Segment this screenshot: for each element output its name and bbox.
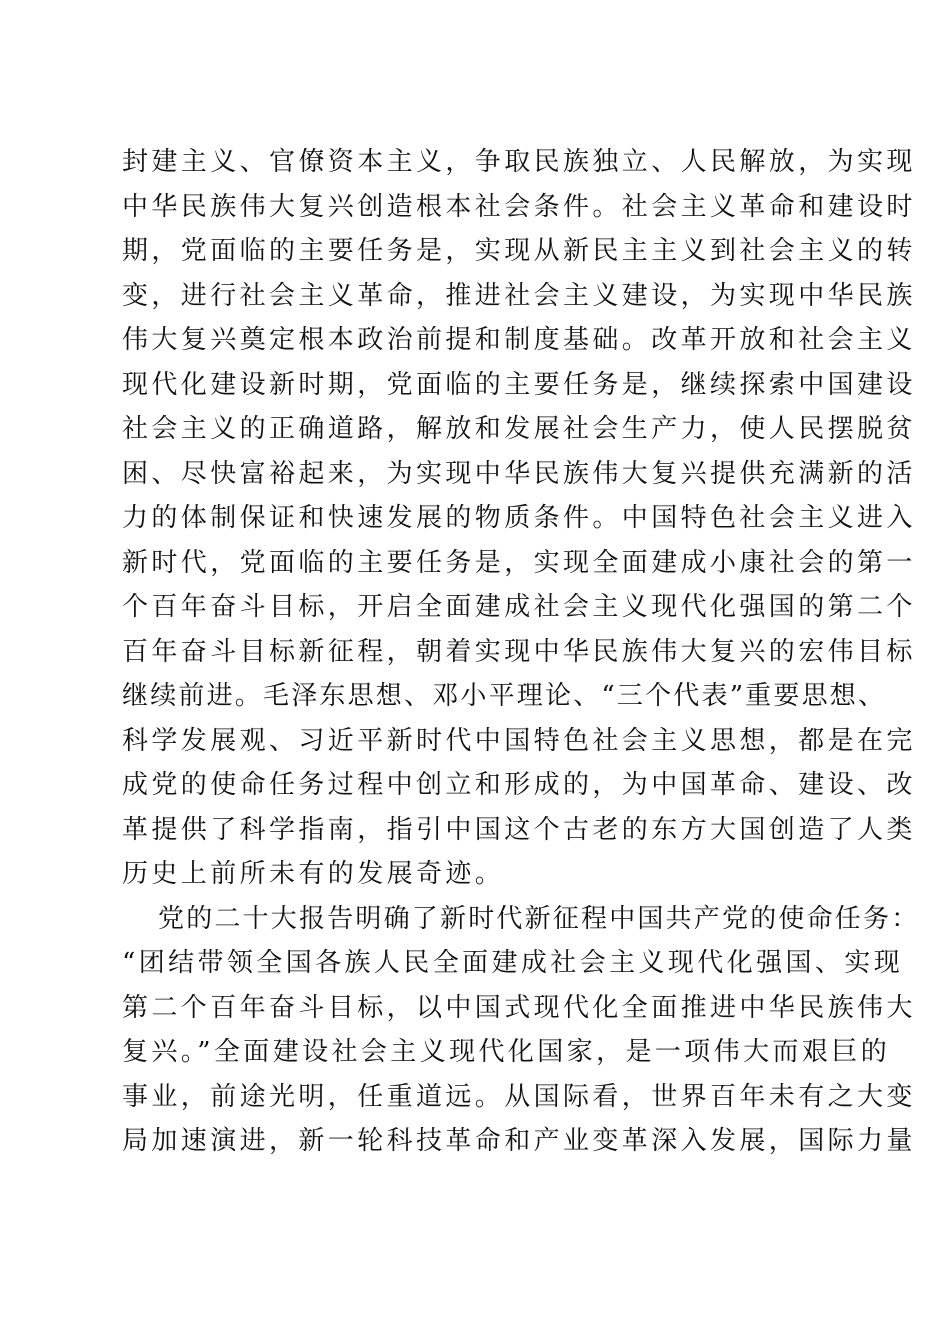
text-line: “团结带领全国各族人民全面建成社会主义现代化强国、实现 [122, 948, 904, 978]
text-line: 伟大复兴奠定根本政治前提和制度基础。改革开放和社会主义 [122, 325, 916, 355]
text-line: 力的体制保证和快速发展的物质条件。中国特色社会主义进入 [122, 503, 916, 533]
text-line: 百年奋斗目标新征程，朝着实现中华民族伟大复兴的宏伟目标 [122, 636, 916, 667]
text-line: 第二个百年奋斗目标，以中国式现代化全面推进中华民族伟大 [122, 992, 916, 1023]
text-line: 成党的使命任务过程中创立和形成的，为中国革命、建设、改 [122, 770, 916, 800]
text-line: 复兴。”全面建设社会主义现代化国家，是一项伟大而艰巨的 [122, 1037, 891, 1067]
text-line: 事业，前途光明，任重道远。从国际看，世界百年未有之大变 [122, 1081, 916, 1112]
text-line: 中华民族伟大复兴创造根本社会条件。社会主义革命和建设时 [122, 191, 916, 222]
text-line: 困、尽快富裕起来，为实现中华民族伟大复兴提供充满新的活 [122, 458, 916, 489]
text-line: 历史上前所未有的发展奇迹。 [122, 859, 505, 889]
text-line: 封建主义、官僚资本主义，争取民族独立、人民解放，为实现 [122, 147, 916, 177]
text-line: 科学发展观、习近平新时代中国特色社会主义思想，都是在完 [122, 725, 916, 756]
text-line: 期，党面临的主要任务是，实现从新民主主义到社会主义的转 [122, 236, 916, 266]
text-line: 局加速演进，新一轮科技革命和产业变革深入发展，国际力量 [122, 1126, 916, 1156]
text-line: 变，进行社会主义革命，推进社会主义建设，为实现中华民族 [122, 280, 916, 311]
body-text [122, 140, 920, 1164]
text-line: 现代化建设新时期，党面临的主要任务是，继续探索中国建设 [122, 369, 916, 400]
text-line: 继续前进。毛泽东思想、邓小平理论、“三个代表”重要思想、 [122, 681, 887, 711]
text-line: 个百年奋斗目标，开启全面建成社会主义现代化强国的第二个 [122, 592, 916, 622]
text-line: 社会主义的正确道路，解放和发展社会生产力，使人民摆脱贫 [122, 414, 916, 444]
text-line: 党的二十大报告明确了新时代新征程中国共产党的使命任务： [158, 903, 920, 934]
text-line: 革提供了科学指南，指引中国这个古老的东方大国创造了人类 [122, 814, 916, 845]
text-line: 新时代，党面临的主要任务是，实现全面建成小康社会的第一 [122, 547, 916, 578]
